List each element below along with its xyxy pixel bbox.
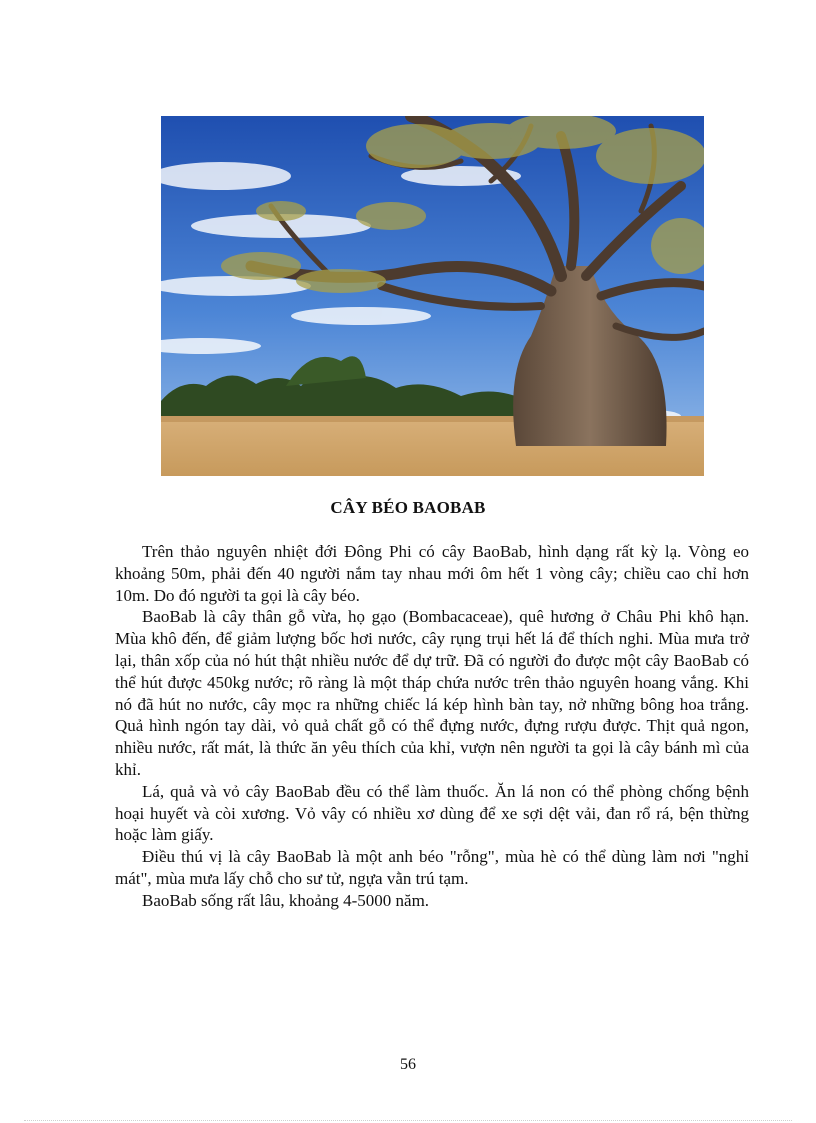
paragraph-3: Lá, quả và vỏ cây BaoBab đều có thể làm thuốc. Ăn lá non có thể phòng chống bệnh hoại huyết và còi xương. Vỏ vây có nhiều xơ dùng để xe sợi dệt vải, đan rổ rá, bện thừng hoặc làm giấy. — [115, 781, 749, 845]
page-number: 56 — [400, 1056, 416, 1073]
article-body — [115, 541, 749, 912]
baobab-tree-photo — [161, 116, 704, 476]
paragraph-1: Trên thảo nguyên nhiệt đới Đông Phi có cây BaoBab, hình dạng rất kỳ lạ. Vòng eo khoảng 50m, phải đến 40 người nắm tay nhau mới ôm hết 1 vòng cây; chiều cao chỉ hơn 10m. Do đó người ta gọi là cây béo. — [115, 542, 749, 605]
page-bottom-divider — [24, 1120, 792, 1121]
paragraph-5: BaoBab sống rất lâu, khoảng 4-5000 năm. — [142, 890, 430, 910]
paragraph-2: BaoBab là cây thân gỗ vừa, họ gạo (Bombacaceae), quê hương ở Châu Phi khô hạn. Mùa khô đến, để giảm lượng bốc hơi nước, cây rụng trụi hết lá để thích nghi. Mùa mưa trở lại, thân xốp của nó hút thật nhiều nước để dự trữ. Đã có người đo được một cây BaoBab có thể hút được 450kg nước; rõ ràng là một tháp chứa nước trên thảo nguyên hoang vắng. Khi nó đã hút no nước, cây mọc ra những chiếc lá kép hình bàn tay, nở những bông hoa trắng. Quả hình ngón tay dài, vỏ quả chất gỗ có thể đựng nước, đựng rượu được. Thịt quả ngon, nhiều nước, rất mát, là thức ăn yêu thích của khỉ, vượn nên người ta gọi là cây bánh mì của khỉ. — [115, 607, 749, 779]
paragraph-4: Điều thú vị là cây BaoBab là một anh béo "rỗng", mùa hè có thể dùng làm nơi "nghỉ mát", mùa mưa lấy chỗ cho sư tử, ngựa vằn trú tạm. — [115, 847, 749, 888]
baobab-illustration — [161, 116, 704, 476]
page-title: CÂY BÉO BAOBAB — [330, 498, 486, 517]
